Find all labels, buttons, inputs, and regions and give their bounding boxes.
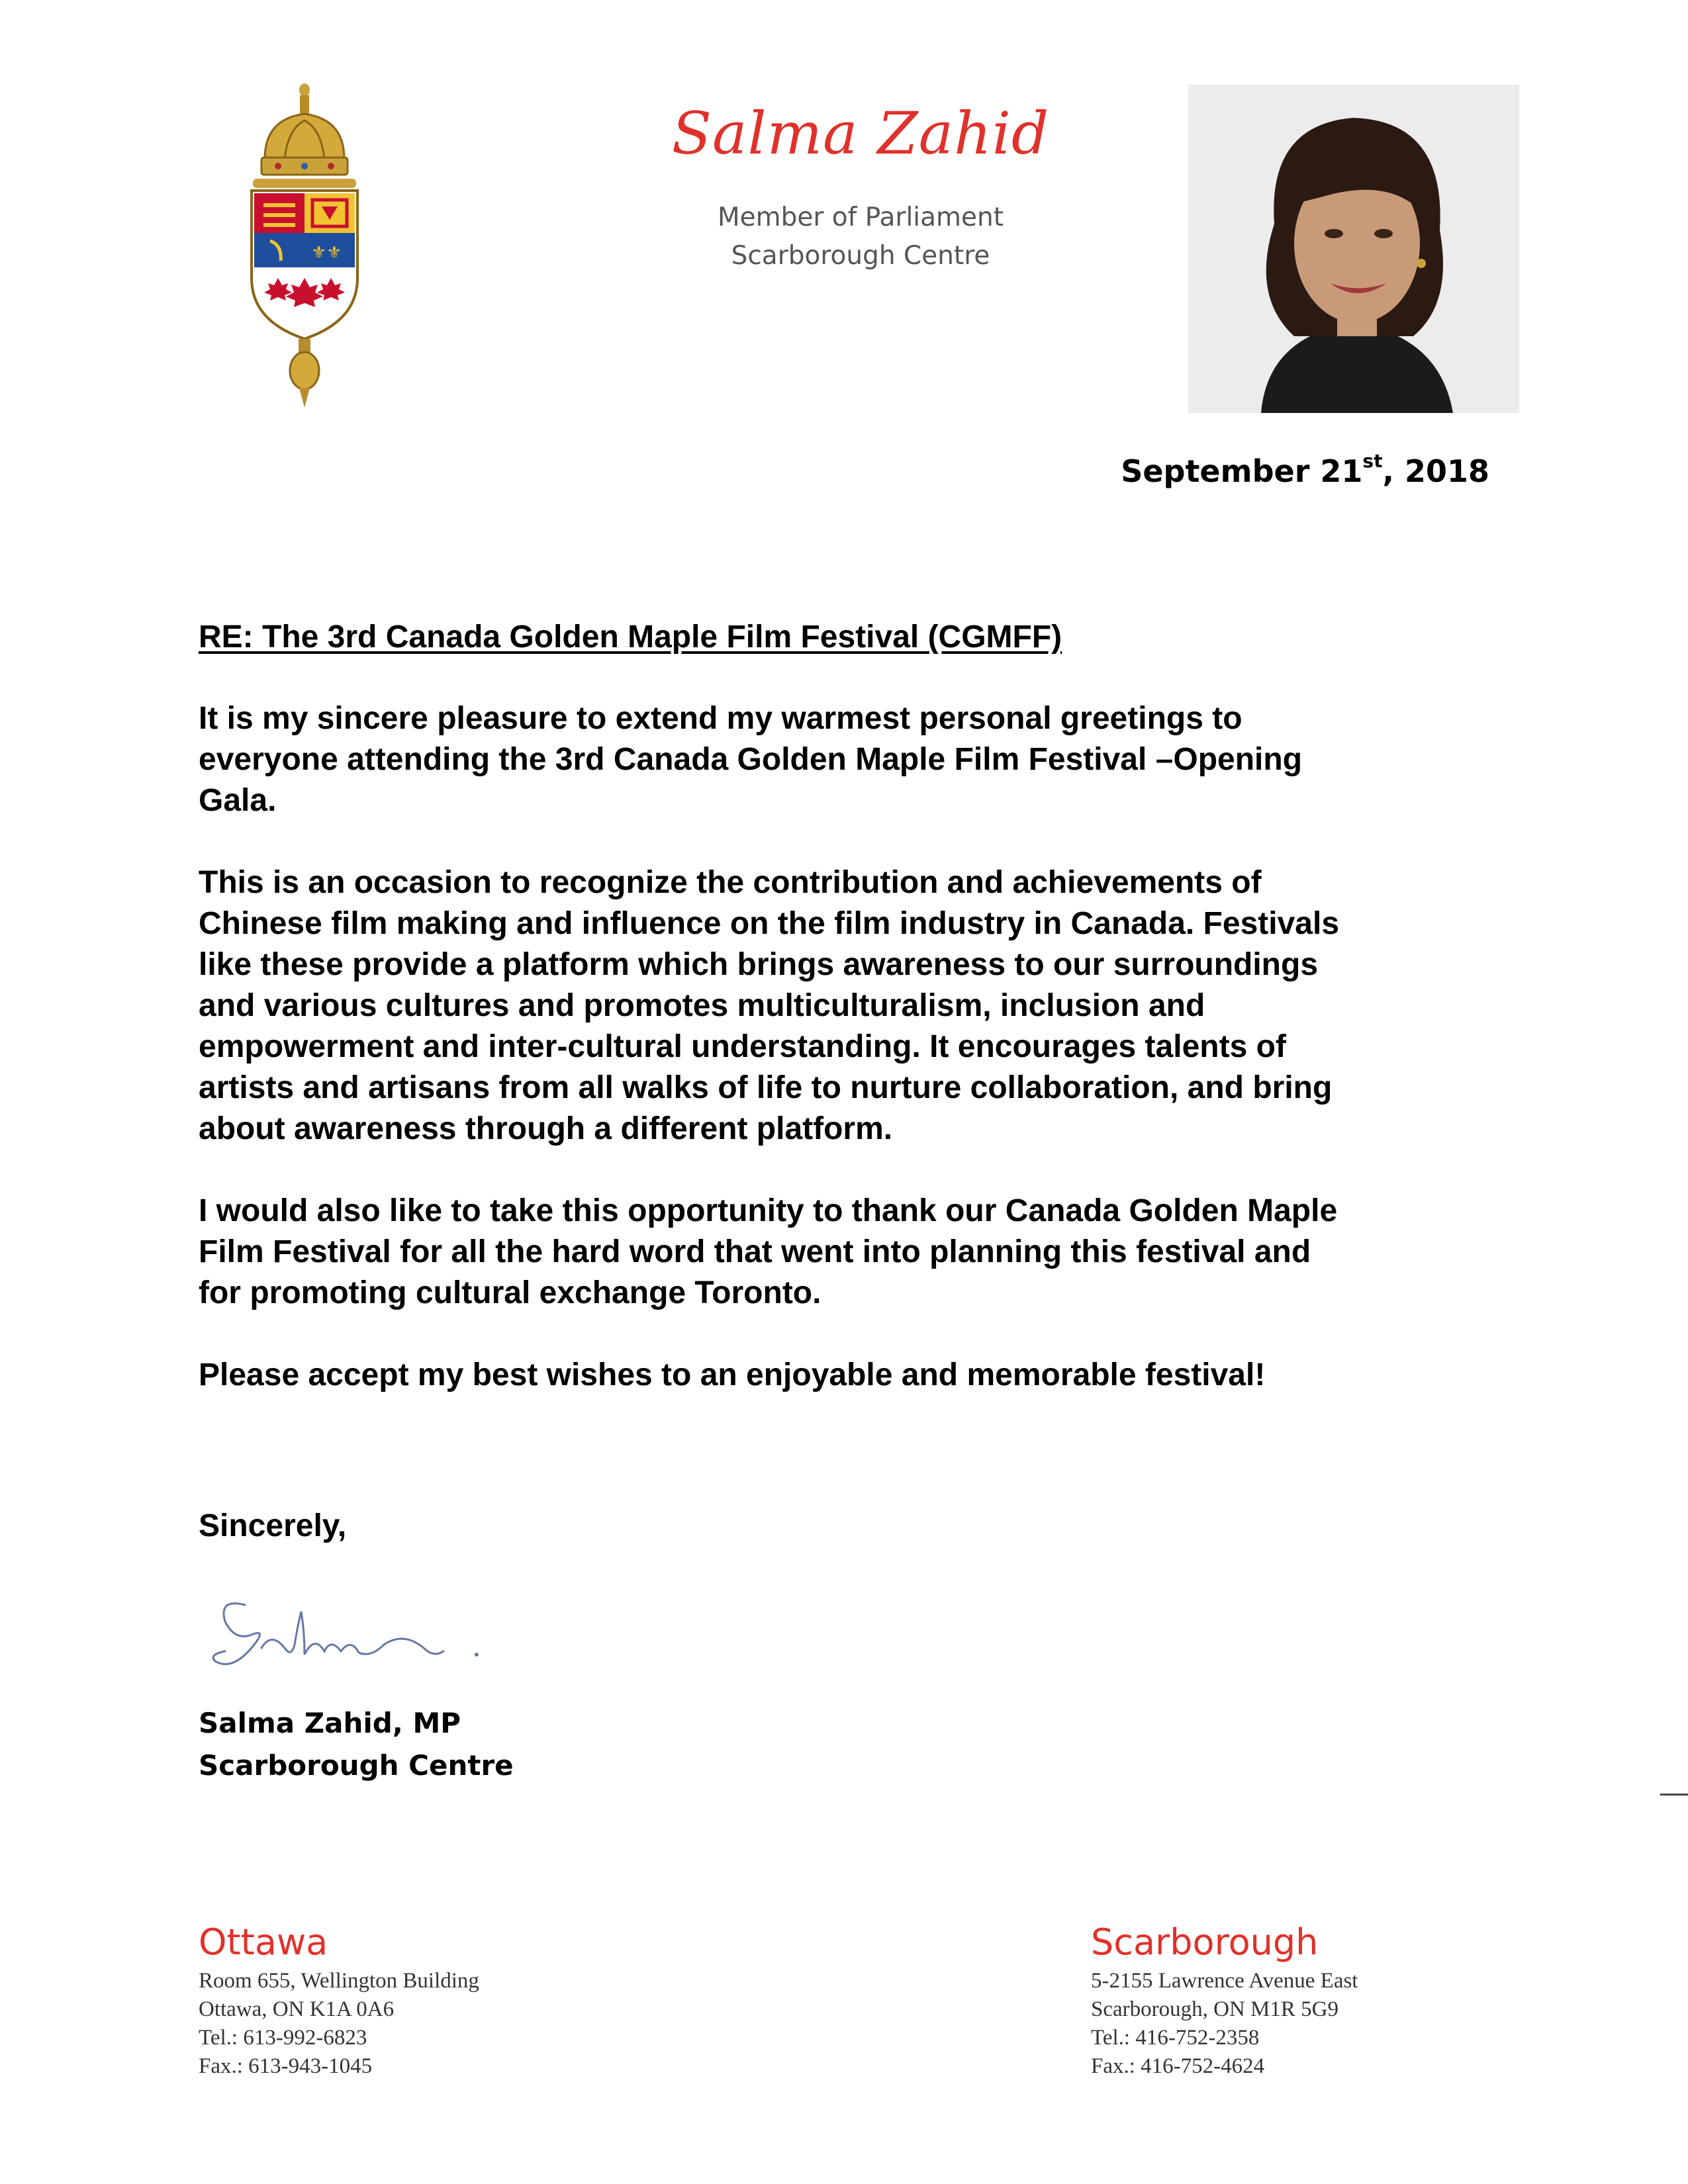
text-line: for promoting cultural exchange Toronto. <box>199 1275 821 1310</box>
text-line: Please accept my best wishes to an enjoyable and memorable festival! <box>199 1357 1266 1392</box>
paragraph-thanks <box>199 1191 1509 1314</box>
office-address-line: Room 655, Wellington Building <box>199 1969 479 1993</box>
office-city: Ottawa <box>199 1921 328 1963</box>
office-ottawa <box>199 1919 479 2081</box>
svg-text:⚜⚜: ⚜⚜ <box>311 243 342 263</box>
office-fax: Fax.: 416-752-4624 <box>1091 2054 1265 2078</box>
signer-name: Salma Zahid, MP <box>199 1707 461 1739</box>
text-line: Chinese film making and influence on the film industry in Canada. Festivals <box>199 906 1340 941</box>
mp-title-line: Member of Parliament <box>717 203 1004 232</box>
letter-date <box>1121 450 1489 489</box>
text-line: Film Festival for all the hard word that went into planning this festival and <box>199 1234 1311 1269</box>
office-city: Scarborough <box>1091 1921 1319 1963</box>
signer-riding: Scarborough Centre <box>199 1749 514 1782</box>
text-line: about awareness through a different platform. <box>199 1111 893 1146</box>
text-line: like these provide a platform which brings awareness to our surroundings <box>199 947 1319 982</box>
office-tel: Tel.: 416-752-2358 <box>1091 2026 1260 2050</box>
text-line: and various cultures and promotes multiculturalism, inclusion and <box>199 988 1205 1023</box>
office-address-line: Ottawa, ON K1A 0A6 <box>199 1997 395 2021</box>
text-line: empowerment and inter-cultural understanding. It encourages talents of <box>199 1029 1286 1064</box>
text-line: This is an occasion to recognize the contribution and achievements of <box>199 865 1262 900</box>
paragraph-wishes <box>199 1355 1509 1396</box>
date-ordinal: st <box>1362 450 1383 472</box>
paragraph-greeting <box>199 698 1509 821</box>
text-line: It is my sincere pleasure to extend my warmest personal greetings to <box>199 701 1243 736</box>
paragraph-occasion <box>199 862 1509 1150</box>
signature-block <box>199 1702 514 1787</box>
office-scarborough <box>1091 1919 1358 2081</box>
closing-salutation: Sincerely, <box>199 1508 347 1543</box>
text-line: I would also like to take this opportunity to thank our Canada Golden Maple <box>199 1193 1338 1228</box>
mp-riding-line: Scarborough Centre <box>731 241 990 271</box>
mp-name-header: Salma Zahid <box>671 99 1050 167</box>
handwritten-signature <box>205 1585 523 1684</box>
mp-title <box>629 199 1092 275</box>
date-day: September 21 <box>1121 453 1363 489</box>
text-line: Gala. <box>199 783 277 818</box>
text-line: artists and artisans from all walks of life to nurture collaboration, and bring <box>199 1070 1333 1105</box>
text-line: everyone attending the 3rd Canada Golden Maple Film Festival –Opening <box>199 742 1303 777</box>
house-of-commons-crest-logo <box>225 79 384 410</box>
office-fax: Fax.: 613-943-1045 <box>199 2054 373 2078</box>
office-address-line: 5-2155 Lawrence Avenue East <box>1091 1969 1358 1993</box>
portrait-photo <box>1188 85 1519 413</box>
date-year: , 2018 <box>1382 453 1489 489</box>
office-tel: Tel.: 613-992-6823 <box>199 2026 367 2050</box>
page-edge-mark <box>1660 1794 1688 1796</box>
subject-line: RE: The 3rd Canada Golden Maple Film Festival (CGMFF) <box>199 619 1062 655</box>
office-address-line: Scarborough, ON M1R 5G9 <box>1091 1997 1338 2021</box>
